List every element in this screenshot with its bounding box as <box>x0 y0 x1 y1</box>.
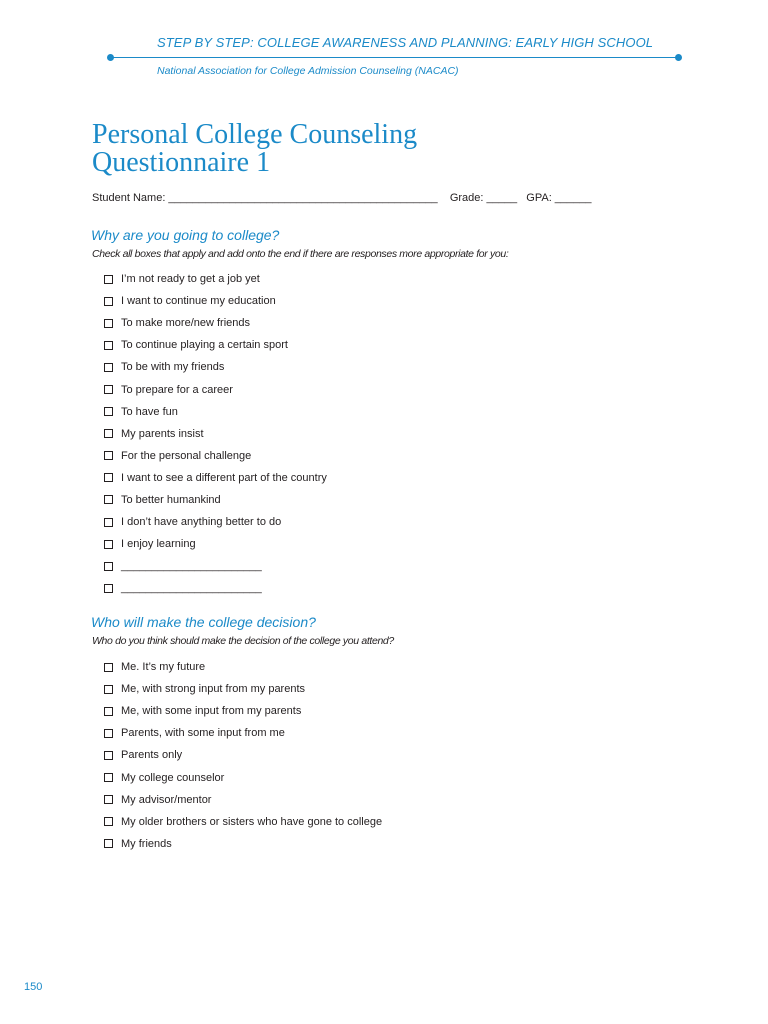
college-decision-options <box>104 656 382 855</box>
checkbox[interactable] <box>104 429 113 438</box>
checkbox[interactable] <box>104 663 113 672</box>
checkbox[interactable] <box>104 319 113 328</box>
option-label: My college counselor <box>121 771 225 784</box>
blank-answer-line[interactable]: _______________________ <box>121 582 262 595</box>
checkbox-option[interactable] <box>104 356 327 378</box>
checkbox-option[interactable] <box>104 378 327 400</box>
checkbox-option[interactable] <box>104 511 327 533</box>
checkbox[interactable] <box>104 707 113 716</box>
option-label: Me, with some input from my parents <box>121 705 302 718</box>
checkbox-option[interactable] <box>104 401 327 423</box>
option-label: I want to continue my education <box>121 295 276 308</box>
checkbox-option[interactable] <box>104 811 382 833</box>
option-label: To continue playing a certain sport <box>121 339 288 352</box>
checkbox-option[interactable] <box>104 489 327 511</box>
checkbox-option[interactable] <box>104 744 382 766</box>
checkbox-option[interactable] <box>104 268 327 290</box>
checkbox[interactable] <box>104 817 113 826</box>
checkbox[interactable] <box>104 451 113 460</box>
checkbox[interactable] <box>104 473 113 482</box>
series-title: STEP BY STEP: COLLEGE AWARENESS AND PLANNING: EARLY HIGH SCHOOL <box>157 35 654 50</box>
checkbox-option[interactable] <box>104 445 327 467</box>
section-heading-why-college: Why are you going to college? <box>91 227 280 243</box>
checkbox[interactable] <box>104 385 113 394</box>
checkbox-option[interactable] <box>104 833 382 855</box>
checkbox[interactable] <box>104 685 113 694</box>
option-label: Parents only <box>121 749 183 762</box>
option-label: I don’t have anything better to do <box>121 516 282 529</box>
checkbox-option[interactable] <box>104 533 327 555</box>
student-info-line[interactable]: Student Name: ____________________________________________ Grade: _____ GPA: ______ <box>92 192 592 204</box>
checkbox-option[interactable] <box>104 766 382 788</box>
checkbox-option[interactable] <box>104 290 327 312</box>
option-label: My older brothers or sisters who have gone to college <box>121 815 383 828</box>
option-label: My parents insist <box>121 427 204 440</box>
option-label: I want to see a different part of the country <box>121 471 327 484</box>
blank-answer-line[interactable]: _______________________ <box>121 560 262 573</box>
option-label: Me, with strong input from my parents <box>121 683 306 696</box>
option-label: To better humankind <box>121 493 221 506</box>
checkbox-option[interactable] <box>104 700 382 722</box>
checkbox[interactable] <box>104 773 113 782</box>
checkbox-option-blank[interactable] <box>104 577 327 599</box>
checkbox[interactable] <box>104 839 113 848</box>
option-label: To be with my friends <box>121 361 225 374</box>
why-college-options <box>104 268 327 599</box>
checkbox[interactable] <box>104 495 113 504</box>
option-label: To have fun <box>121 405 178 418</box>
checkbox-option[interactable] <box>104 722 382 744</box>
checkbox[interactable] <box>104 297 113 306</box>
checkbox-option[interactable] <box>104 334 327 356</box>
checkbox[interactable] <box>104 795 113 804</box>
section-instruction-college-decision: Who do you think should make the decision of the college you attend? <box>92 635 394 647</box>
page-title <box>92 121 417 177</box>
checkbox-option[interactable] <box>104 423 327 445</box>
option-label: My advisor/mentor <box>121 793 212 806</box>
option-label: Parents, with some input from me <box>121 727 285 740</box>
checkbox[interactable] <box>104 275 113 284</box>
checkbox[interactable] <box>104 407 113 416</box>
header-rule <box>110 57 678 58</box>
page-title-line-2: Questionnaire 1 <box>92 147 271 178</box>
option-label: For the personal challenge <box>121 449 252 462</box>
option-label: My friends <box>121 837 172 850</box>
checkbox-option[interactable] <box>104 467 327 489</box>
option-label: Me. It’s my future <box>121 661 206 674</box>
checkbox-option[interactable] <box>104 312 327 334</box>
rule-dot-right <box>675 54 682 61</box>
checkbox[interactable] <box>104 584 113 593</box>
checkbox[interactable] <box>104 363 113 372</box>
checkbox-option[interactable] <box>104 656 382 678</box>
section-heading-college-decision: Who will make the college decision? <box>91 614 316 630</box>
checkbox[interactable] <box>104 540 113 549</box>
checkbox-option[interactable] <box>104 678 382 700</box>
option-label: To prepare for a career <box>121 383 233 396</box>
checkbox[interactable] <box>104 518 113 527</box>
checkbox[interactable] <box>104 341 113 350</box>
page-number: 150 <box>24 981 43 993</box>
checkbox-option-blank[interactable] <box>104 555 327 577</box>
checkbox[interactable] <box>104 729 113 738</box>
option-label: I enjoy learning <box>121 538 196 551</box>
checkbox-option[interactable] <box>104 789 382 811</box>
checkbox[interactable] <box>104 562 113 571</box>
page-title-line-1: Personal College Counseling <box>92 119 418 150</box>
option-label: I’m not ready to get a job yet <box>121 273 260 286</box>
section-instruction-why-college: Check all boxes that apply and add onto the end if there are responses more appropriate for you: <box>92 248 509 260</box>
option-label: To make more/new friends <box>121 317 250 330</box>
organization-name: National Association for College Admission Counseling (NACAC) <box>157 65 459 77</box>
checkbox[interactable] <box>104 751 113 760</box>
